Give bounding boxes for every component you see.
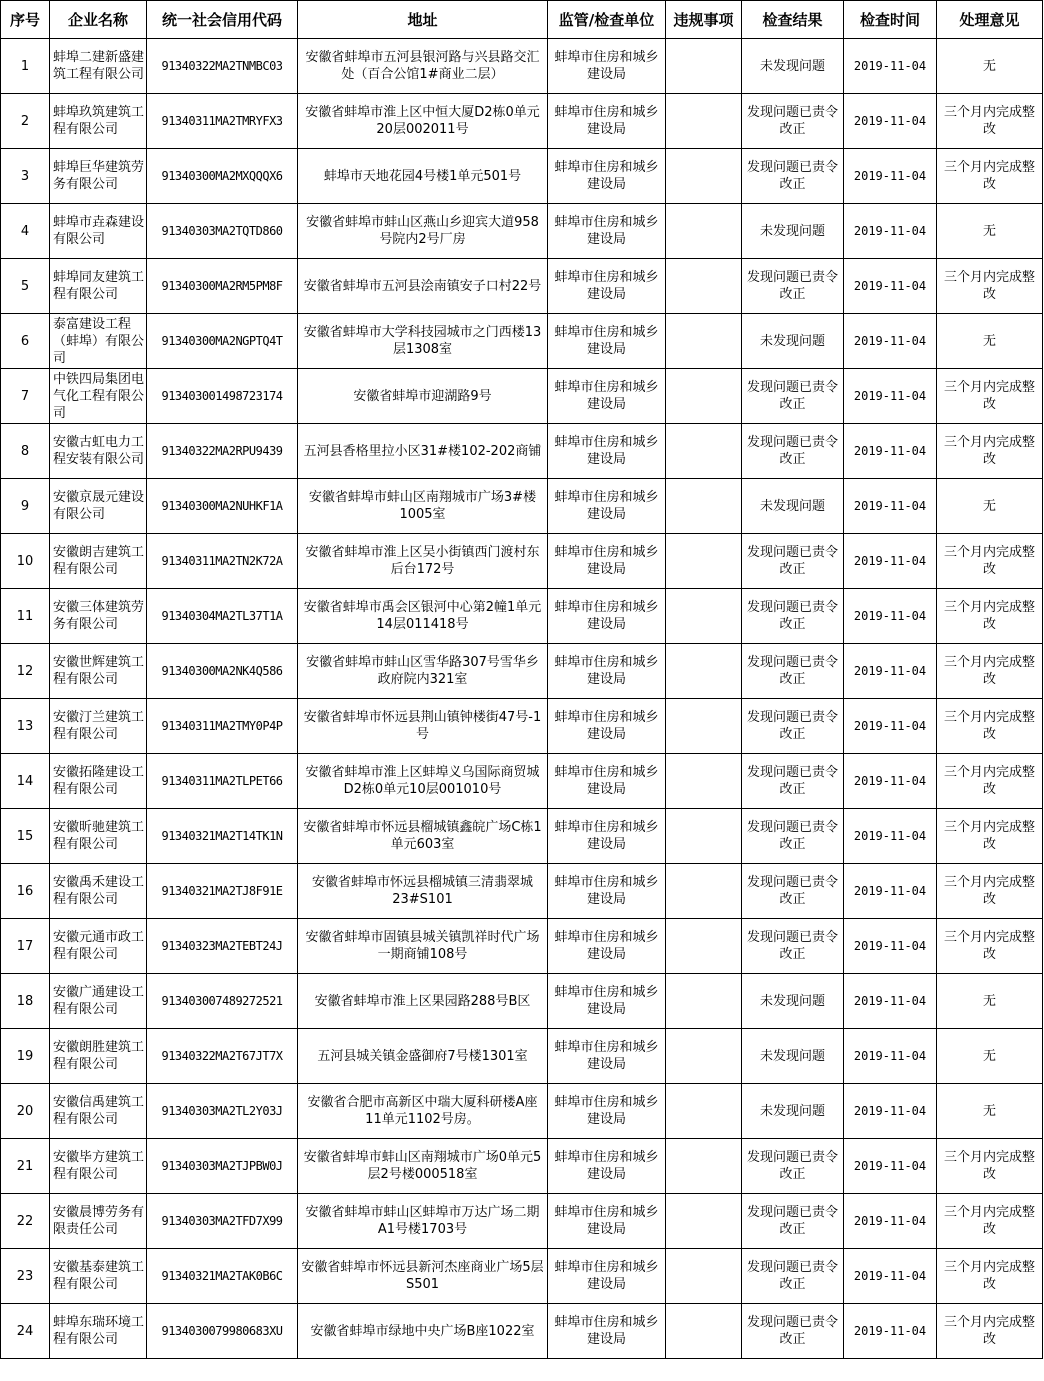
cell-date: 2019-11-04: [844, 1084, 937, 1139]
cell-credit-code: 91340304MA2TL37T1A: [147, 589, 298, 644]
cell-opinion: 三个月内完成整改: [937, 1139, 1043, 1194]
cell-credit-code: 91340300MA2NUHKF1A: [147, 479, 298, 534]
cell-seq: 24: [1, 1304, 50, 1359]
table-row: [1, 919, 1043, 974]
table-row: [1, 149, 1043, 204]
cell-unit: 蚌埠市住房和城乡建设局: [548, 919, 666, 974]
cell-unit: 蚌埠市住房和城乡建设局: [548, 1084, 666, 1139]
cell-address: 安徽省蚌埠市五河县浍南镇安子口村22号: [298, 259, 548, 314]
cell-date: 2019-11-04: [844, 1139, 937, 1194]
table-row: [1, 39, 1043, 94]
cell-seq: 13: [1, 699, 50, 754]
cell-company: 安徽毕方建筑工程有限公司: [50, 1139, 147, 1194]
cell-date: 2019-11-04: [844, 314, 937, 369]
cell-opinion: 三个月内完成整改: [937, 864, 1043, 919]
header-company: 企业名称: [50, 1, 147, 39]
cell-address: 安徽省蚌埠市迎湖路9号: [298, 369, 548, 424]
cell-date: 2019-11-04: [844, 369, 937, 424]
cell-credit-code: 91340303MA2TJPBW0J: [147, 1139, 298, 1194]
cell-unit: 蚌埠市住房和城乡建设局: [548, 424, 666, 479]
table-row: [1, 1304, 1043, 1359]
cell-unit: 蚌埠市住房和城乡建设局: [548, 809, 666, 864]
cell-credit-code: 91340322MA2T67JT7X: [147, 1029, 298, 1084]
cell-unit: 蚌埠市住房和城乡建设局: [548, 754, 666, 809]
table-row: [1, 534, 1043, 589]
cell-unit: 蚌埠市住房和城乡建设局: [548, 699, 666, 754]
cell-address: 安徽省蚌埠市淮上区蚌埠义乌国际商贸城D2栋0单元10层001010号: [298, 754, 548, 809]
cell-opinion: 三个月内完成整改: [937, 589, 1043, 644]
cell-company: 中铁四局集团电气化工程有限公司: [50, 369, 147, 424]
cell-company: 安徽禹禾建设工程有限公司: [50, 864, 147, 919]
cell-address: 安徽省蚌埠市蚌山区雪华路307号雪华乡政府院内321室: [298, 644, 548, 699]
cell-date: 2019-11-04: [844, 1249, 937, 1304]
cell-credit-code: 91340311MA2TLPET66: [147, 754, 298, 809]
table-row: [1, 204, 1043, 259]
cell-seq: 14: [1, 754, 50, 809]
cell-seq: 3: [1, 149, 50, 204]
cell-result: 发现问题已责令改正: [742, 1139, 844, 1194]
cell-seq: 23: [1, 1249, 50, 1304]
table-row: [1, 94, 1043, 149]
cell-unit: 蚌埠市住房和城乡建设局: [548, 39, 666, 94]
cell-credit-code: 91340311MA2TN2K72A: [147, 534, 298, 589]
cell-opinion: 三个月内完成整改: [937, 699, 1043, 754]
cell-seq: 2: [1, 94, 50, 149]
cell-date: 2019-11-04: [844, 754, 937, 809]
cell-opinion: 三个月内完成整改: [937, 149, 1043, 204]
cell-result: 发现问题已责令改正: [742, 424, 844, 479]
cell-result: 发现问题已责令改正: [742, 94, 844, 149]
table-body: [1, 39, 1043, 1359]
cell-violation: [666, 919, 742, 974]
cell-date: 2019-11-04: [844, 479, 937, 534]
cell-company: 蚌埠玖筑建筑工程有限公司: [50, 94, 147, 149]
cell-date: 2019-11-04: [844, 919, 937, 974]
cell-result: 发现问题已责令改正: [742, 809, 844, 864]
table-row: [1, 699, 1043, 754]
cell-address: 安徽省蚌埠市怀远县榴城镇鑫皖广场C栋1单元603室: [298, 809, 548, 864]
cell-result: 未发现问题: [742, 479, 844, 534]
cell-violation: [666, 699, 742, 754]
cell-unit: 蚌埠市住房和城乡建设局: [548, 204, 666, 259]
cell-opinion: 三个月内完成整改: [937, 424, 1043, 479]
cell-opinion: 无: [937, 314, 1043, 369]
cell-credit-code: 91340300MA2NGPTQ4T: [147, 314, 298, 369]
cell-seq: 15: [1, 809, 50, 864]
cell-result: 发现问题已责令改正: [742, 754, 844, 809]
cell-opinion: 三个月内完成整改: [937, 919, 1043, 974]
cell-company: 安徽朗吉建筑工程有限公司: [50, 534, 147, 589]
cell-date: 2019-11-04: [844, 424, 937, 479]
cell-opinion: 三个月内完成整改: [937, 1304, 1043, 1359]
cell-address: 安徽省蚌埠市蚌山区蚌埠市万达广场二期A1号楼1703号: [298, 1194, 548, 1249]
cell-date: 2019-11-04: [844, 974, 937, 1029]
cell-opinion: 无: [937, 204, 1043, 259]
header-seq: 序号: [1, 1, 50, 39]
table-row: [1, 864, 1043, 919]
cell-address: 五河县香格里拉小区31#楼102-202商铺: [298, 424, 548, 479]
cell-date: 2019-11-04: [844, 94, 937, 149]
cell-company: 安徽世辉建筑工程有限公司: [50, 644, 147, 699]
cell-seq: 9: [1, 479, 50, 534]
table-row: [1, 1249, 1043, 1304]
cell-address: 安徽省合肥市高新区中瑞大厦科研楼A座11单元1102号房。: [298, 1084, 548, 1139]
cell-result: 未发现问题: [742, 39, 844, 94]
cell-company: 安徽拓隆建设工程有限公司: [50, 754, 147, 809]
cell-seq: 5: [1, 259, 50, 314]
cell-opinion: 三个月内完成整改: [937, 94, 1043, 149]
cell-opinion: 无: [937, 1084, 1043, 1139]
cell-result: 发现问题已责令改正: [742, 699, 844, 754]
cell-result: 发现问题已责令改正: [742, 534, 844, 589]
cell-date: 2019-11-04: [844, 589, 937, 644]
cell-violation: [666, 1249, 742, 1304]
cell-seq: 12: [1, 644, 50, 699]
cell-violation: [666, 864, 742, 919]
cell-seq: 11: [1, 589, 50, 644]
cell-unit: 蚌埠市住房和城乡建设局: [548, 314, 666, 369]
cell-address: 蚌埠市天地花园4号楼1单元501号: [298, 149, 548, 204]
cell-opinion: 无: [937, 479, 1043, 534]
cell-violation: [666, 94, 742, 149]
cell-date: 2019-11-04: [844, 1304, 937, 1359]
cell-credit-code: 91340321MA2T14TK1N: [147, 809, 298, 864]
cell-result: 未发现问题: [742, 974, 844, 1029]
header-result: 检查结果: [742, 1, 844, 39]
header-address: 地址: [298, 1, 548, 39]
cell-violation: [666, 39, 742, 94]
cell-address: 安徽省蚌埠市淮上区中恒大厦D2栋0单元20层002011号: [298, 94, 548, 149]
cell-address: 安徽省蚌埠市怀远县荆山镇钟楼街47号-1号: [298, 699, 548, 754]
cell-date: 2019-11-04: [844, 1029, 937, 1084]
cell-seq: 20: [1, 1084, 50, 1139]
cell-violation: [666, 204, 742, 259]
cell-credit-code: 91340303MA2TFD7X99: [147, 1194, 298, 1249]
cell-address: 安徽省蚌埠市禹会区银河中心第2幢1单元14层011418号: [298, 589, 548, 644]
cell-violation: [666, 1304, 742, 1359]
cell-violation: [666, 1084, 742, 1139]
cell-address: 五河县城关镇金盛御府7号楼1301室: [298, 1029, 548, 1084]
cell-company: 安徽京晟元建设有限公司: [50, 479, 147, 534]
table-row: [1, 754, 1043, 809]
cell-credit-code: 91340322MA2TNMBC03: [147, 39, 298, 94]
header-unit: 监管/检查单位: [548, 1, 666, 39]
cell-result: 发现问题已责令改正: [742, 1249, 844, 1304]
cell-violation: [666, 369, 742, 424]
cell-unit: 蚌埠市住房和城乡建设局: [548, 1194, 666, 1249]
table-row: [1, 974, 1043, 1029]
cell-seq: 8: [1, 424, 50, 479]
cell-company: 泰富建设工程（蚌埠）有限公司: [50, 314, 147, 369]
cell-seq: 6: [1, 314, 50, 369]
cell-unit: 蚌埠市住房和城乡建设局: [548, 1139, 666, 1194]
table-row: [1, 259, 1043, 314]
cell-result: 未发现问题: [742, 1029, 844, 1084]
cell-address: 安徽省蚌埠市蚌山区南翔城市广场0单元5层2号楼000518室: [298, 1139, 548, 1194]
table-row: [1, 1084, 1043, 1139]
cell-seq: 22: [1, 1194, 50, 1249]
cell-credit-code: 91340300MA2NK4Q586: [147, 644, 298, 699]
cell-seq: 17: [1, 919, 50, 974]
cell-violation: [666, 1029, 742, 1084]
cell-unit: 蚌埠市住房和城乡建设局: [548, 974, 666, 1029]
cell-violation: [666, 149, 742, 204]
cell-violation: [666, 534, 742, 589]
cell-violation: [666, 754, 742, 809]
cell-opinion: 无: [937, 1029, 1043, 1084]
cell-date: 2019-11-04: [844, 149, 937, 204]
cell-address: 安徽省蚌埠市大学科技园城市之门西楼13层1308室: [298, 314, 548, 369]
cell-unit: 蚌埠市住房和城乡建设局: [548, 644, 666, 699]
cell-date: 2019-11-04: [844, 644, 937, 699]
cell-date: 2019-11-04: [844, 39, 937, 94]
cell-opinion: 三个月内完成整改: [937, 754, 1043, 809]
header-credit-code: 统一社会信用代码: [147, 1, 298, 39]
cell-credit-code: 91340322MA2RPU9439: [147, 424, 298, 479]
cell-unit: 蚌埠市住房和城乡建设局: [548, 864, 666, 919]
header-opinion: 处理意见: [937, 1, 1043, 39]
cell-address: 安徽省蚌埠市怀远县新河杰座商业广场5层S501: [298, 1249, 548, 1304]
cell-address: 安徽省蚌埠市固镇县城关镇凯祥时代广场一期商铺108号: [298, 919, 548, 974]
cell-date: 2019-11-04: [844, 259, 937, 314]
cell-result: 未发现问题: [742, 314, 844, 369]
cell-company: 蚌埠二建新盛建筑工程有限公司: [50, 39, 147, 94]
cell-result: 发现问题已责令改正: [742, 149, 844, 204]
table-row: [1, 644, 1043, 699]
cell-result: 发现问题已责令改正: [742, 589, 844, 644]
cell-unit: 蚌埠市住房和城乡建设局: [548, 259, 666, 314]
cell-unit: 蚌埠市住房和城乡建设局: [548, 369, 666, 424]
cell-date: 2019-11-04: [844, 534, 937, 589]
cell-result: 发现问题已责令改正: [742, 919, 844, 974]
cell-credit-code: 91340321MA2TAK0B6C: [147, 1249, 298, 1304]
cell-unit: 蚌埠市住房和城乡建设局: [548, 1304, 666, 1359]
cell-result: 发现问题已责令改正: [742, 259, 844, 314]
cell-credit-code: 9134030079980683XU: [147, 1304, 298, 1359]
cell-violation: [666, 589, 742, 644]
cell-result: 发现问题已责令改正: [742, 369, 844, 424]
table-row: [1, 1029, 1043, 1084]
cell-address: 安徽省蚌埠市蚌山区燕山乡迎宾大道958号院内2号厂房: [298, 204, 548, 259]
cell-unit: 蚌埠市住房和城乡建设局: [548, 1249, 666, 1304]
cell-violation: [666, 974, 742, 1029]
cell-violation: [666, 314, 742, 369]
table-row: [1, 424, 1043, 479]
cell-seq: 18: [1, 974, 50, 1029]
cell-opinion: 三个月内完成整改: [937, 1249, 1043, 1304]
cell-seq: 16: [1, 864, 50, 919]
cell-company: 安徽汀兰建筑工程有限公司: [50, 699, 147, 754]
cell-company: 安徽古虹电力工程安装有限公司: [50, 424, 147, 479]
cell-result: 发现问题已责令改正: [742, 1304, 844, 1359]
cell-date: 2019-11-04: [844, 1194, 937, 1249]
cell-opinion: 无: [937, 39, 1043, 94]
cell-credit-code: 91340311MA2TMRYFX3: [147, 94, 298, 149]
cell-unit: 蚌埠市住房和城乡建设局: [548, 94, 666, 149]
cell-company: 安徽三体建筑劳务有限公司: [50, 589, 147, 644]
cell-violation: [666, 259, 742, 314]
cell-unit: 蚌埠市住房和城乡建设局: [548, 479, 666, 534]
cell-credit-code: 913403001498723174: [147, 369, 298, 424]
cell-address: 安徽省蚌埠市蚌山区南翔城市广场3#楼1005室: [298, 479, 548, 534]
cell-credit-code: 91340321MA2TJ8F91E: [147, 864, 298, 919]
cell-opinion: 三个月内完成整改: [937, 809, 1043, 864]
header-date: 检查时间: [844, 1, 937, 39]
cell-result: 发现问题已责令改正: [742, 1194, 844, 1249]
cell-company: 安徽信禹建筑工程有限公司: [50, 1084, 147, 1139]
cell-violation: [666, 809, 742, 864]
cell-opinion: 三个月内完成整改: [937, 534, 1043, 589]
table-row: [1, 809, 1043, 864]
cell-opinion: 三个月内完成整改: [937, 259, 1043, 314]
cell-unit: 蚌埠市住房和城乡建设局: [548, 1029, 666, 1084]
cell-seq: 1: [1, 39, 50, 94]
table-row: [1, 589, 1043, 644]
cell-date: 2019-11-04: [844, 809, 937, 864]
cell-address: 安徽省蚌埠市绿地中央广场B座1022室: [298, 1304, 548, 1359]
cell-seq: 10: [1, 534, 50, 589]
cell-address: 安徽省蚌埠市五河县银河路与兴县路交汇处（百合公馆1#商业二层）: [298, 39, 548, 94]
cell-violation: [666, 1139, 742, 1194]
cell-credit-code: 913403007489272521: [147, 974, 298, 1029]
cell-company: 蚌埠同友建筑工程有限公司: [50, 259, 147, 314]
cell-company: 蚌埠市垚森建设有限公司: [50, 204, 147, 259]
cell-unit: 蚌埠市住房和城乡建设局: [548, 534, 666, 589]
cell-address: 安徽省蚌埠市淮上区果园路288号B区: [298, 974, 548, 1029]
cell-company: 安徽昕驰建筑工程有限公司: [50, 809, 147, 864]
cell-unit: 蚌埠市住房和城乡建设局: [548, 149, 666, 204]
cell-company: 安徽广通建设工程有限公司: [50, 974, 147, 1029]
cell-credit-code: 91340303MA2TQTD860: [147, 204, 298, 259]
cell-company: 蚌埠巨华建筑劳务有限公司: [50, 149, 147, 204]
cell-company: 安徽晨博劳务有限责任公司: [50, 1194, 147, 1249]
cell-seq: 7: [1, 369, 50, 424]
cell-seq: 21: [1, 1139, 50, 1194]
cell-company: 安徽基泰建筑工程有限公司: [50, 1249, 147, 1304]
cell-unit: 蚌埠市住房和城乡建设局: [548, 589, 666, 644]
cell-credit-code: 91340300MA2RM5PM8F: [147, 259, 298, 314]
cell-seq: 19: [1, 1029, 50, 1084]
cell-opinion: 三个月内完成整改: [937, 644, 1043, 699]
cell-credit-code: 91340311MA2TMY0P4P: [147, 699, 298, 754]
cell-violation: [666, 644, 742, 699]
cell-result: 未发现问题: [742, 204, 844, 259]
table-row: [1, 314, 1043, 369]
table-row: [1, 479, 1043, 534]
table-row: [1, 1139, 1043, 1194]
cell-result: 发现问题已责令改正: [742, 644, 844, 699]
cell-violation: [666, 424, 742, 479]
cell-date: 2019-11-04: [844, 204, 937, 259]
cell-seq: 4: [1, 204, 50, 259]
cell-credit-code: 91340323MA2TEBT24J: [147, 919, 298, 974]
cell-opinion: 三个月内完成整改: [937, 369, 1043, 424]
cell-company: 安徽元通市政工程有限公司: [50, 919, 147, 974]
cell-result: 发现问题已责令改正: [742, 864, 844, 919]
header-row: [1, 1, 1043, 39]
cell-address: 安徽省蚌埠市淮上区吴小街镇西门渡村东后台172号: [298, 534, 548, 589]
cell-date: 2019-11-04: [844, 864, 937, 919]
table-row: [1, 1194, 1043, 1249]
table-row: [1, 369, 1043, 424]
cell-date: 2019-11-04: [844, 699, 937, 754]
cell-company: 安徽朗胜建筑工程有限公司: [50, 1029, 147, 1084]
cell-result: 未发现问题: [742, 1084, 844, 1139]
header-violation: 违规事项: [666, 1, 742, 39]
cell-credit-code: 91340300MA2MXQQQX6: [147, 149, 298, 204]
cell-credit-code: 91340303MA2TL2Y03J: [147, 1084, 298, 1139]
cell-company: 蚌埠东瑞环境工程有限公司: [50, 1304, 147, 1359]
cell-opinion: 三个月内完成整改: [937, 1194, 1043, 1249]
cell-address: 安徽省蚌埠市怀远县榴城镇三清翡翠城23#S101: [298, 864, 548, 919]
cell-violation: [666, 479, 742, 534]
cell-violation: [666, 1194, 742, 1249]
cell-opinion: 无: [937, 974, 1043, 1029]
